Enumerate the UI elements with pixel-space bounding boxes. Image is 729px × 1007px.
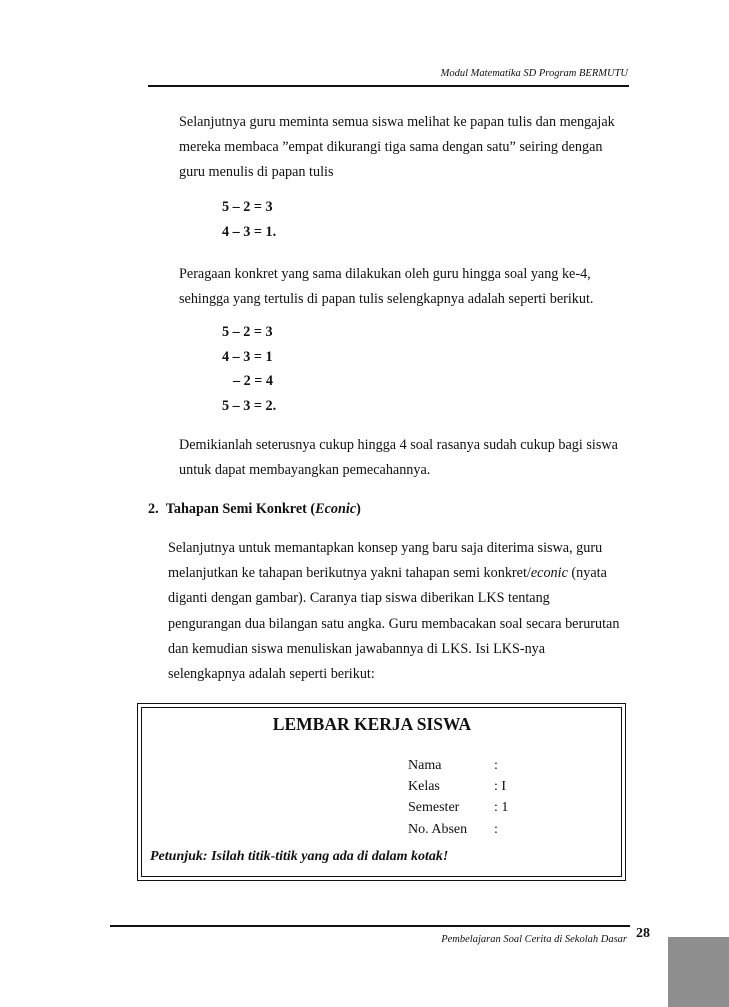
page-number: 28 [636, 926, 650, 941]
equation: 5 – 2 = 3 [222, 324, 273, 340]
field-value-nama: : [494, 758, 498, 773]
field-value-semester: : 1 [494, 800, 509, 816]
section-number: 2. [148, 501, 159, 517]
field-label-kelas: Kelas [408, 779, 440, 795]
text-line: diganti dengan gambar). Caranya tiap siswa diberikan LKS tentang [168, 590, 550, 607]
text-line: dan kemudian siswa menuliskan jawabannya di LKS. Isi LKS-nya [168, 640, 546, 657]
worksheet-instruction: Petunjuk: Isilah titik-titik yang ada di dalam kotak! [150, 849, 449, 864]
text-span: melanjutkan ke tahapan berikutnya yakni tahapan semi konkret/ [168, 565, 531, 582]
equation: 4 – 3 = 1 [222, 348, 273, 365]
text-line: selengkapnya adalah seperti berikut: [168, 666, 375, 683]
worksheet-field-labels [408, 755, 467, 840]
field-label-nama: Nama [408, 758, 442, 773]
paragraph-demonstration [179, 262, 629, 312]
footer-rule [110, 925, 630, 927]
worksheet-title: LEMBAR KERJA SISWA [272, 714, 472, 734]
header-rule [148, 85, 629, 87]
equations-full [222, 320, 276, 418]
field-value-kelas: : I [494, 779, 507, 795]
section-title: Tahapan Semi Konkret ( [165, 501, 316, 517]
equation: 5 – 2 = 3 [222, 199, 273, 215]
worksheet-field-values [494, 755, 508, 840]
equation: 5 – 3 = 2. [222, 397, 277, 414]
text-line: untuk dapat membayangkan pemecahannya. [179, 462, 431, 479]
section-title-italic: Econic [315, 501, 357, 517]
equation: 4 – 3 = 1. [222, 223, 277, 240]
paragraph-intro [179, 110, 629, 186]
text-line: pengurangan dua bilangan satu angka. Guru membacakan soal secara berurutan [168, 615, 620, 632]
paragraph-conclusion [179, 433, 629, 483]
equations-first [222, 195, 276, 244]
text-line: mereka membaca ”empat dikurangi tiga sama dengan satu” seiring dengan [179, 139, 603, 156]
text-line: Selanjutnya guru meminta semua siswa melihat ke papan tulis dan mengajak [179, 114, 615, 130]
text-line: sehingga yang tertulis di papan tulis selengkapnya adalah seperti berikut. [179, 291, 594, 308]
text-line [168, 561, 629, 586]
equation: – 2 = 4 [233, 373, 274, 390]
text-span: (nyata [567, 565, 607, 582]
running-footer: Pembelajaran Soal Cerita di Sekolah Dasar [441, 934, 627, 945]
text-line: Demikianlah seterusnya cukup hingga 4 soal rasanya sudah cukup bagi siswa [179, 437, 618, 453]
field-value-no-absen: : [494, 821, 498, 837]
field-label-no-absen: No. Absen [408, 821, 468, 837]
section-title-end: ) [356, 501, 361, 517]
text-line: Peragaan konkret yang sama dilakukan oleh guru hingga soal yang ke-4, [179, 266, 591, 282]
text-line: Selanjutnya untuk memantapkan konsep yang baru saja diterima siswa, guru [168, 540, 603, 556]
text-line: guru menulis di papan tulis [179, 164, 334, 181]
text-span-italic: econic [530, 565, 568, 582]
section-heading [148, 501, 361, 518]
paragraph-semi-concrete [168, 536, 629, 687]
running-header: Modul Matematika SD Program BERMUTU [440, 68, 628, 79]
field-label-semester: Semester [408, 800, 460, 816]
page-tab-block [668, 937, 729, 1007]
